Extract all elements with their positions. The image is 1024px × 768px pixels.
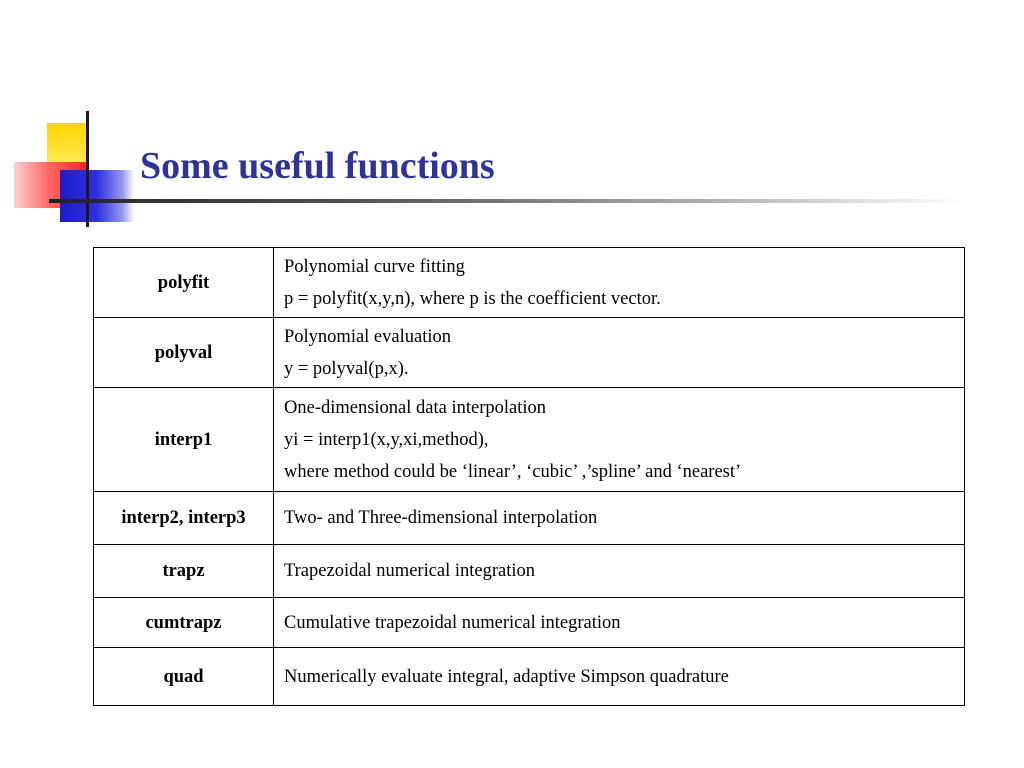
table-row [94,318,965,388]
description-line: y = polyval(p,x). [284,358,409,379]
function-name: interp1 [94,388,274,492]
decorative-vertical-line [86,111,89,227]
function-name: cumtrapz [94,598,274,648]
table-row [94,598,965,648]
function-description [274,248,965,318]
function-description [274,318,965,388]
description-line: where method could be ‘linear’, ‘cubic’ ,’spline’ and ‘nearest’ [284,461,742,482]
description-line: Numerically evaluate integral, adaptive Simpson quadrature [284,666,729,687]
table-row [94,648,965,706]
function-description [274,648,965,706]
table-row [94,545,965,598]
table-row [94,388,965,492]
description-line: Polynomial curve fitting [284,256,465,277]
function-description [274,545,965,598]
function-name: trapz [94,545,274,598]
functions-table [93,247,965,706]
description-line: p = polyfit(x,y,n), where p is the coefficient vector. [284,288,661,309]
table-row [94,248,965,318]
function-name: polyval [94,318,274,388]
description-line: Cumulative trapezoidal numerical integration [284,612,621,633]
function-name: interp2, interp3 [94,492,274,545]
function-name: quad [94,648,274,706]
table-row [94,492,965,545]
slide-title: Some useful functions [140,145,495,187]
description-line: One-dimensional data interpolation [284,397,547,418]
function-description [274,598,965,648]
title-underline-divider [49,199,964,203]
description-line: Trapezoidal numerical integration [284,561,536,581]
function-description [274,388,965,492]
description-line: Polynomial evaluation [284,326,451,347]
description-line: yi = interp1(x,y,xi,method), [284,429,489,450]
description-line: Two- and Three-dimensional interpolation [284,508,598,528]
function-name: polyfit [94,248,274,318]
decorative-blue-square [60,170,134,222]
function-description [274,492,965,545]
